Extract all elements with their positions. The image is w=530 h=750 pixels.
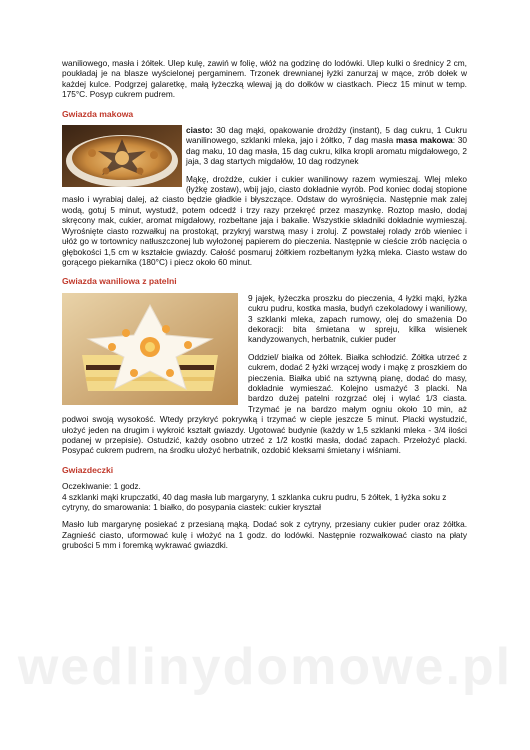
recipe-title-gwiazdeczki: Gwiazdeczki [62, 464, 114, 475]
intro-paragraph: waniliowego, masła i żółtek. Ulep kulę, zawiń w folię, włóż na godzinę do lodówki. Ulep kulki o średnicy 2 cm, poukładaj je na blasze wyścielonej pergaminem. Trzonek drewnianej łyżki zanurzaj w mące, zrób dołek w każdej kulce. Podgrzej galaretkę, małą łyżeczką wlewaj ją do dołków w ciastkach. Piecz 15 minut w temp. 175°C. Posyp cukrem pudrem. [62, 58, 467, 100]
vanilla-star-cake-image [62, 293, 238, 405]
poppy-seed-cake-image [62, 125, 182, 187]
document-page [62, 58, 467, 551]
site-watermark: wedlinydomowe.pl [17, 638, 513, 696]
ingredient-label-ciasto: ciasto: [186, 125, 213, 136]
recipe-title-gwiazda-waniliowa: Gwiazda waniliowa z patelni [62, 276, 177, 287]
recipe-title-gwiazda-makowa: Gwiazda makowa [62, 108, 134, 119]
gwiazda-makowa-photo [62, 125, 182, 189]
recipe3-ingredients: 4 szklanki mąki krupczatki, 40 dag masła lub margaryny, 1 szklanka cukru pudru, 5 żółtek, 1 łyżka soku z cytryny, do smarowania: 1 białko, do posypania ciastek: cukier kryształ [62, 491, 447, 513]
ingredients-masa-makowa: : 30 dag maku, 10 dag masła, 15 dag cukru, kilka kropli aromatu migdałowego, 2 jaja, 3 dag startych migdałów, 10 dag rodzynek [186, 135, 467, 167]
ingredients-ciasto: 30 dag mąki, opakowanie drożdży (instant), 5 dag cukru, 1 Cukru wanilinowego, szklanki mleka, jajo i żółtko, 7 dag masła [186, 125, 467, 146]
recipe2-ingredients: 9 jajek, łyżeczka proszku do pieczenia, 4 łyżki mąki, łyżka cukru pudru, kostka masła, budyń czekoladowy i waniliowy, 3 szklanki mleka, zapach rumowy, olej do smażenia Do dekoracji: bita śmietana w spreju, kilka wisienek kandyzowanych, herbatnik, cukier puder [248, 292, 467, 345]
recipe3-time: Oczekiwanie: 1 godz. [62, 481, 141, 492]
recipe2-method: Oddziel/ białka od żółtek. Białka schłodzić. Żółtka utrzeć z cukrem, dodać 2 łyżki wrzącej wody i mąkę z proszkiem do pieczenia. Białka ubić na sztywną pianę, dodać do masy, dokładnie wymieszać. Kolejno usmażyć 3 placki. Na bardzo dużej patelni rozgrzać olej i wylać 1/3 ciasta. Trzymać je na bardzo małym ogniu około 10 min, aż podwoi swoją wysokość. Wtedy przykryć pokrywką i trzymać w cieple jeszcze 5 minut. Placki wystudzić, ułożyć jeden na drugim i wykroić kształt gwiazdy. Ugotować budynie (każdy w 1,5 szklanki mleka - 3/4 ilości podanej w przepisie). Ostudzić, każdy osobno utrzeć z 1/2 kostki masła, dodać zapach. Przełożyć placki. Posypać cukrem pudrem, na środku ułożyć herbatnik, ozdobić kleksami śmietany i wiśniami. [62, 351, 467, 456]
ingredient-label-masa-makowa: masa makowa [396, 135, 453, 146]
recipe3-method: Masło lub margarynę posiekać z przesianą mąką. Dodać sok z cytryny, przesiany cukier puder oraz żółtka. Zagnieść ciasto, uformować kulę i włożyć na 1 godz. do lodówki. Następnie rozwałkować ciasto na płaty grubości 5 mm i foremką wykrawać gwiazdki. [62, 519, 467, 551]
gwiazda-waniliowa-photo [62, 293, 244, 407]
recipe1-method: Mąkę, drożdże, cukier i cukier wanilinowy razem wymieszaj. Wlej mleko (łyżkę zostaw), wbij jajo, ciasto dokładnie wyrób. Pod koniec dodaj stopione masło i wyrabiaj dalej, aż ciasto będzie gładkie i błyszczące. Odstaw do wyrośnięcia. Następnie mak zalej wodą, gotuj 5 minut, wystudź, potem odcedź i trzy razy przekręć przez maszynkę. Roztop masło, dodaj skręcony mak, cukier, aromat migdałowy, rozbełtane jaja i bakalie. Wszystkie składniki dokładnie wymieszaj. Wyrośnięte ciasto rozwałkuj na prostokąt, przykryj warstwą masy i zroluj. Z powstałej rolady zrób wieniec i ułóż go w tortownicy natłuszczonej lub wyłożonej papierem do pieczenia. Następnie w cieście zrób nacięcia o głębokości 1,5 cm w kształcie gwiazdy. Całość posmaruj żółtkiem rozbełtanym łyżką mleka. Ciasto wstaw do gorącego piekarnika (180°C) i piecz około 60 minut. [62, 173, 467, 267]
